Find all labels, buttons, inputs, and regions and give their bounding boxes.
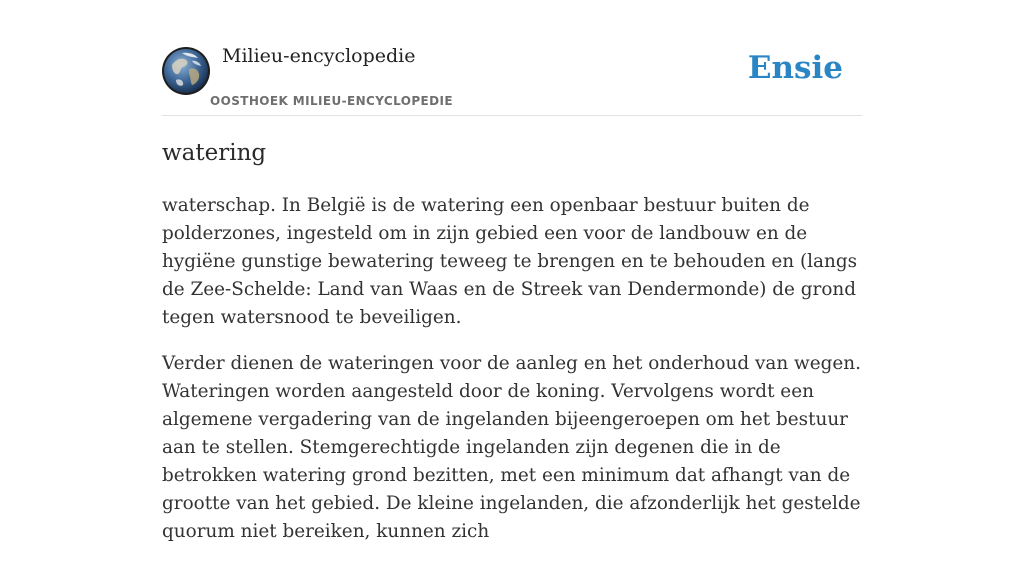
- entry-body: [162, 192, 862, 564]
- entry-paragraph: Verder dienen de wateringen voor de aanleg en het onderhoud van wegen. Wateringen worden aangesteld door de koning. Vervolgens wordt een algemene vergadering van de ingelanden bijeengeroepen om het bestuur aan te stellen. Stemgerechtigde ingelanden zijn degenen die in de betrokken watering grond bezitten, met een minimum dat afhangt van de grootte van het gebied. De kleine ingelanden, die afzonderlijk het gestelde quorum niet bereiken, kunnen zich: [162, 353, 861, 542]
- site-title[interactable]: Milieu-encyclopedie: [222, 45, 416, 67]
- earth-globe-icon[interactable]: [162, 47, 210, 95]
- site-subtitle: OOSTHOEK MILIEU-ENCYCLOPEDIE: [210, 94, 453, 108]
- entry-paragraph: waterschap. In België is de watering een openbaar bestuur buiten de polderzones, ingesteld om in zijn gebied een voor de landbouw en de hygiëne gunstige bewatering teweeg te brengen en te behouden en (langs de Zee-Schelde: Land van Waas en de Streek van Dendermonde) de grond tegen watersnood te beveiligen.: [162, 195, 858, 328]
- entry-title: watering: [162, 140, 267, 166]
- content-container: [162, 0, 862, 542]
- brand-logo-link[interactable]: Ensie: [747, 50, 843, 86]
- site-header: [162, 0, 862, 116]
